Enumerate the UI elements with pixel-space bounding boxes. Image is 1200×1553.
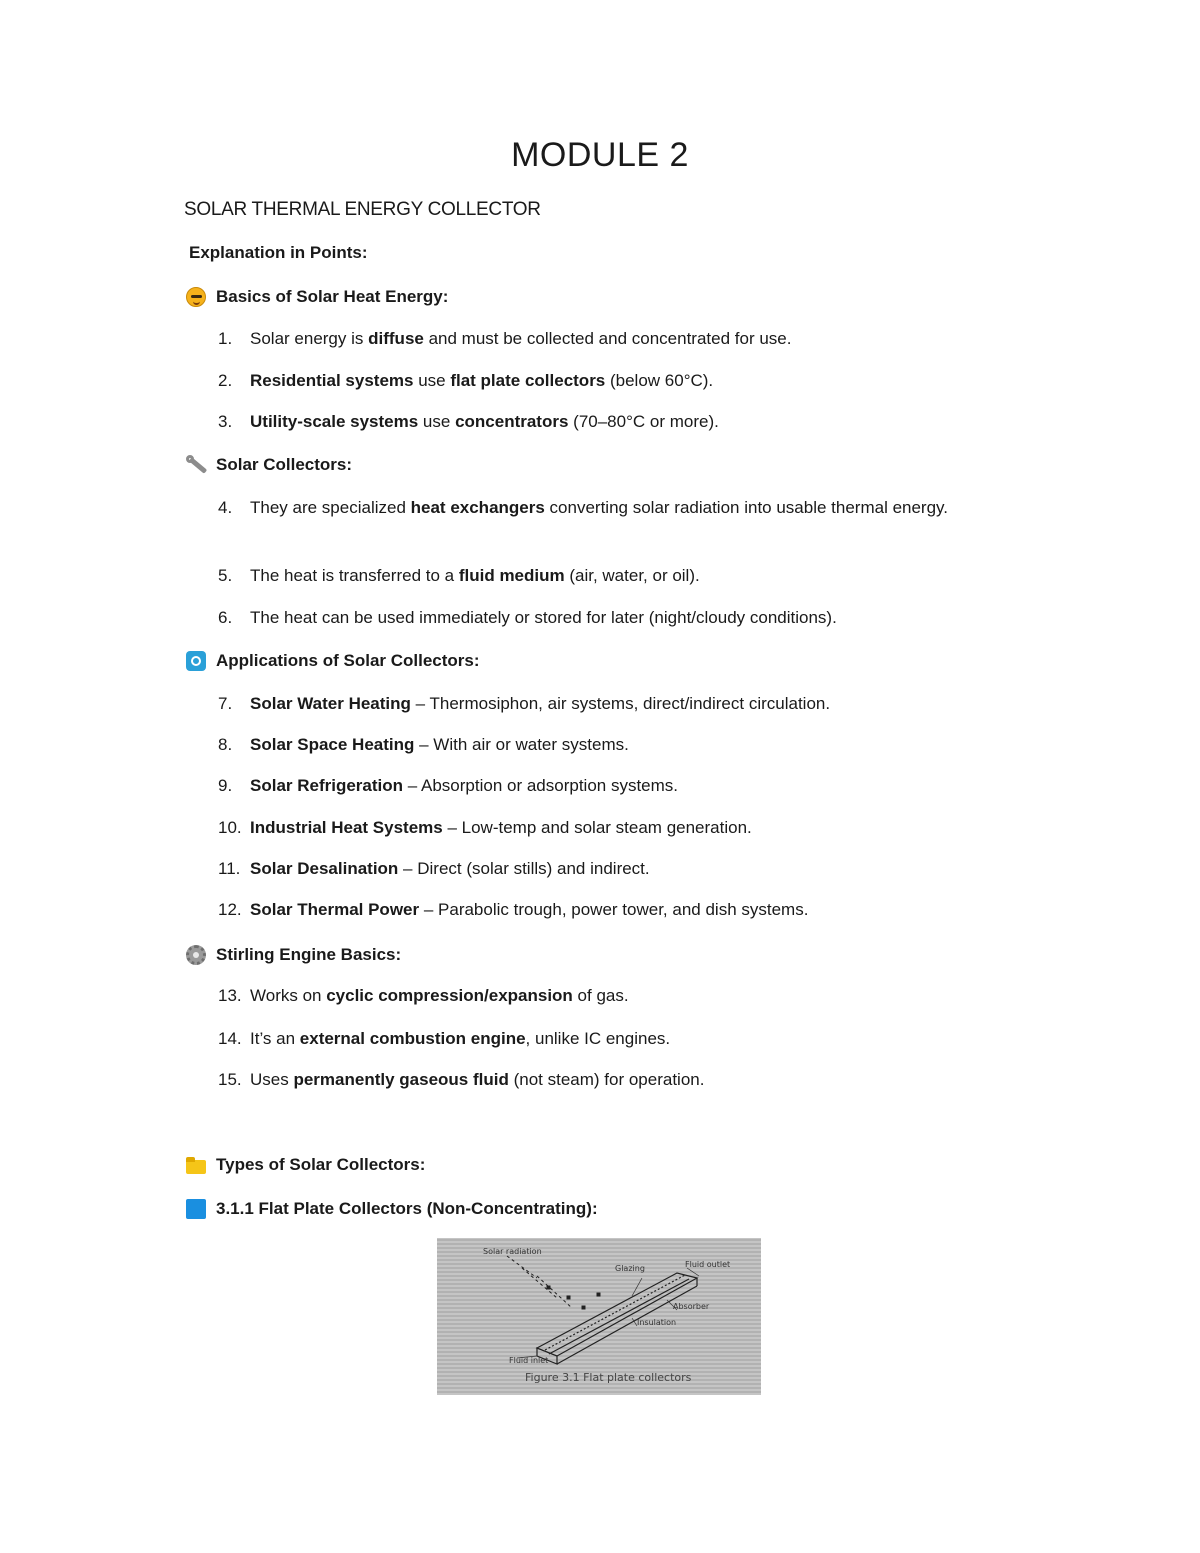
list-item-number: 8. [218, 735, 233, 754]
list-item-text: Solar Thermal Power – Parabolic trough, power tower, and dish systems. [250, 900, 809, 919]
list-item [218, 494, 998, 521]
list-item [218, 690, 998, 717]
section-heading-types [186, 1153, 425, 1177]
list-item-text: The heat is transferred to a fluid medium (air, water, or oil). [250, 566, 700, 585]
list-item-text: Works on cyclic compression/expansion of gas. [250, 986, 629, 1005]
section-heading-applications-label: Applications of Solar Collectors: [216, 651, 480, 670]
list-item-number: 13. [218, 986, 242, 1005]
page-title: MODULE 2 [511, 136, 689, 174]
list-item-text: Industrial Heat Systems – Low-temp and solar steam generation. [250, 818, 752, 837]
list-item [218, 1025, 998, 1052]
list-item [218, 731, 998, 758]
list-item-text: Utility-scale systems use concentrators (70–80°C or more). [250, 412, 719, 431]
list-item [218, 325, 998, 352]
list-item [218, 408, 998, 435]
list-item-number: 1. [218, 329, 233, 348]
section-heading-stirling [186, 943, 401, 967]
list-item-number: 6. [218, 608, 233, 627]
list-item-text: Solar Water Heating – Thermosiphon, air systems, direct/indirect circulation. [250, 694, 831, 713]
list-item-text: Solar Desalination – Direct (solar stills) and indirect. [250, 859, 650, 878]
list-item-number: 9. [218, 776, 233, 795]
section-heading-flat-plate [186, 1197, 598, 1221]
list-item-text: It’s an external combustion engine, unlike IC engines. [250, 1029, 671, 1048]
figure-label: Glazing [615, 1264, 645, 1273]
list-item-number: 7. [218, 694, 233, 713]
smiling-sun-icon [186, 287, 206, 307]
section-heading-basics [186, 285, 448, 309]
list-item-text: Solar Space Heating – With air or water systems. [250, 735, 629, 754]
list-item-text: Solar energy is diffuse and must be collected and concentrated for use. [250, 329, 792, 348]
list-item-number: 4. [218, 498, 233, 517]
list-item-text: Uses permanently gaseous fluid (not steam) for operation. [250, 1070, 705, 1089]
figure-label: Absorber [673, 1302, 710, 1311]
section-heading-collectors-label: Solar Collectors: [216, 455, 353, 474]
list-item [218, 772, 998, 799]
gear-icon [186, 945, 206, 965]
section-heading-types-label: Types of Solar Collectors: [216, 1155, 426, 1174]
list-item-text: They are specialized heat exchangers converting solar radiation into usable thermal energy. [250, 498, 949, 517]
folder-icon [186, 1155, 206, 1175]
page-subtitle: SOLAR THERMAL ENERGY COLLECTOR [184, 199, 541, 220]
list-item-number: 15. [218, 1070, 242, 1089]
list-item-number: 10. [218, 818, 242, 837]
list-item-number: 2. [218, 371, 233, 390]
list-item-number: 12. [218, 900, 242, 919]
explanation-heading: Explanation in Points: [189, 243, 368, 262]
wrench-icon [186, 455, 206, 475]
blue-square-icon [186, 1199, 206, 1219]
list-item [218, 562, 998, 589]
list-item-number: 5. [218, 566, 233, 585]
list-item [218, 982, 998, 1009]
radiation-arrows [507, 1256, 600, 1309]
list-item-text: The heat can be used immediately or stored for later (night/cloudy conditions). [250, 608, 837, 627]
section-heading-basics-label: Basics of Solar Heat Energy: [216, 287, 449, 306]
list-item-number: 11. [218, 859, 241, 878]
flat-plate-collector-figure [437, 1238, 761, 1395]
app-icon [186, 651, 206, 671]
list-item-number: 14. [218, 1029, 242, 1048]
figure-caption: Figure 3.1 Flat plate collectors [525, 1371, 692, 1384]
list-item-text: Residential systems use flat plate collectors (below 60°C). [250, 371, 714, 390]
figure-label: Fluid inlet [509, 1356, 549, 1365]
figure-label: Insulation [637, 1318, 677, 1327]
figure-label: Solar radiation [483, 1247, 542, 1256]
section-heading-stirling-label: Stirling Engine Basics: [216, 945, 402, 964]
list-item [218, 604, 998, 631]
list-item [218, 814, 998, 841]
section-heading-applications [186, 649, 480, 673]
section-heading-collectors [186, 453, 352, 477]
list-item [218, 896, 998, 923]
list-item-number: 3. [218, 412, 233, 431]
list-item [218, 855, 998, 882]
list-item [218, 367, 998, 394]
list-item-text: Solar Refrigeration – Absorption or adsorption systems. [250, 776, 679, 795]
section-heading-flat-plate-label: 3.1.1 Flat Plate Collectors (Non-Concentrating): [216, 1199, 598, 1218]
figure-label: Fluid outlet [685, 1260, 731, 1269]
list-item [218, 1066, 998, 1093]
